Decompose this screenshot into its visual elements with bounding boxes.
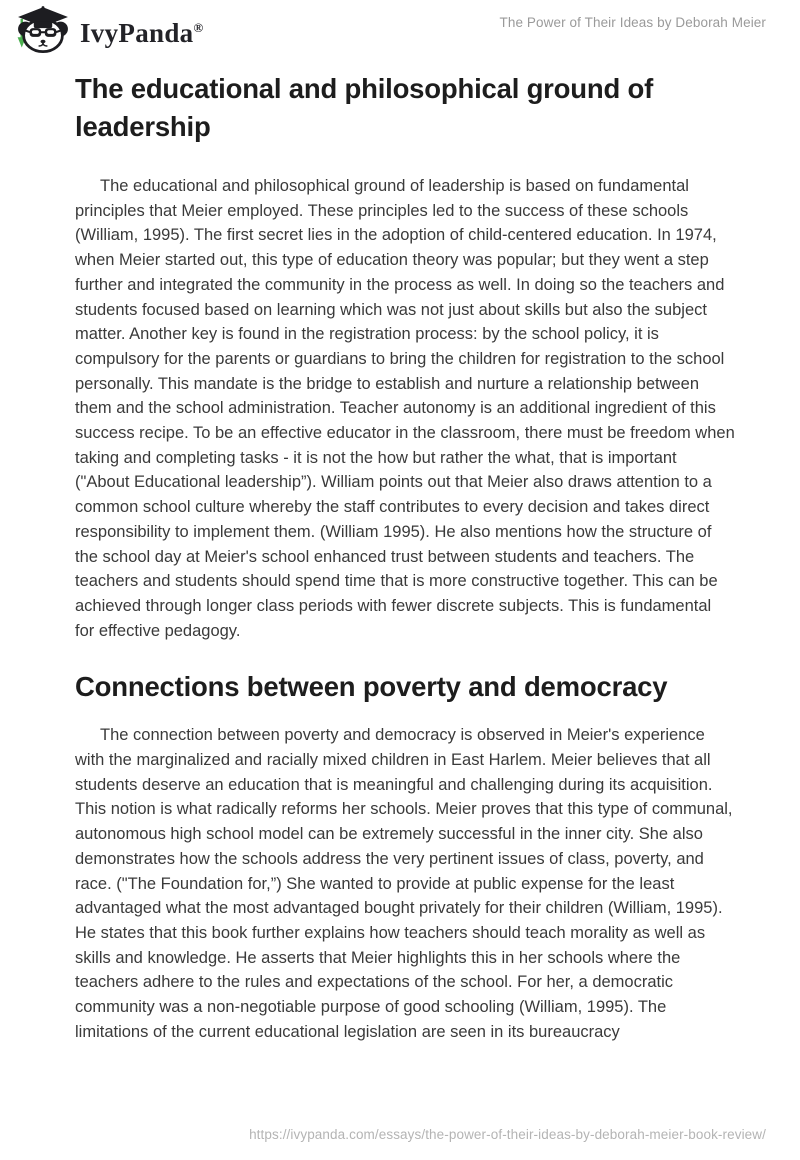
section-paragraph: The connection between poverty and democracy is observed in Meier's experience with the marginalized and racially mixed children in East Harlem. Meier believes that all students deserve an education that is meaningful and challenging during its acquisition. This notion is what radically reforms her schools. Meier proves that this type of communal, autonomous high school model can be extremely successful in the inner city. She also demonstrates how the schools address the very pertinent issues of class, poverty, and race. ("The Foundation for,”) She wanted to provide at public expense for the least advantaged what the most advantaged bought privately for their children (William, 1995). He states that this book further explains how teachers should teach morality as well as skills and knowledge. He asserts that Meier highlights this in her schools where the teachers adhere to the rules and expectations of the school. For her, a democratic community was a non-negotiable purpose of good schooling (William, 1995). The limitations of the current educational legislation are seen in its bureaucracy xyxy=(75,726,733,1041)
logo-text: IvyPanda xyxy=(80,17,194,48)
ivypanda-logo[interactable] xyxy=(13,5,203,53)
section-poverty-democracy xyxy=(75,668,735,1044)
section-heading: The educational and philosophical ground of leadership xyxy=(75,73,654,142)
document-title: The Power of Their Ideas by Deborah Meier xyxy=(499,15,766,30)
registered-trademark-symbol: ® xyxy=(193,19,204,35)
logo-wordmark xyxy=(80,12,203,47)
essay-content xyxy=(75,70,735,1045)
source-url[interactable]: https://ivypanda.com/essays/the-power-of-their-ideas-by-deborah-meier-book-review/ xyxy=(249,1127,766,1142)
page-header xyxy=(0,0,800,62)
section-heading: Connections between poverty and democracy xyxy=(75,671,668,703)
section-leadership xyxy=(75,70,735,643)
panda-graduation-cap-icon xyxy=(13,5,73,53)
section-paragraph: The educational and philosophical ground of leadership is based on fundamental principles that Meier employed. These principles led to the success of these schools (William, 1995). The first secret lies in the adoption of child-centered education. In 1974, when Meier started out, this type of education theory was popular; but they went a step further and integrated the community in the process as well. In doing so the teachers and students focused based on learning which was not just about skills but also the subject matter. Another key is found in the registration process: by the school policy, it is compulsory for the parents or guardians to bring the children for registration to the school personally. This mandate is the bridge to establish and nurture a relationship between them and the school administration. Teacher autonomy is an additional ingredient of this success recipe. To be an effective educator in the classroom, there must be freedom when taking and completing tasks - it is not the how but rather the what, that is important ("About Educational leadership”). William points out that Meier also draws attention to a common school culture whereby the staff contributes to every decision and takes direct responsibility to implement them. (William 1995). He also mentions how the structure of the school day at Meier's school enhanced trust between students and teachers. The teachers and students should spend time that is more constructive together. This can be achieved through longer class periods with fewer discrete subjects. This is fundamental for effective pedagogy. xyxy=(75,177,735,640)
